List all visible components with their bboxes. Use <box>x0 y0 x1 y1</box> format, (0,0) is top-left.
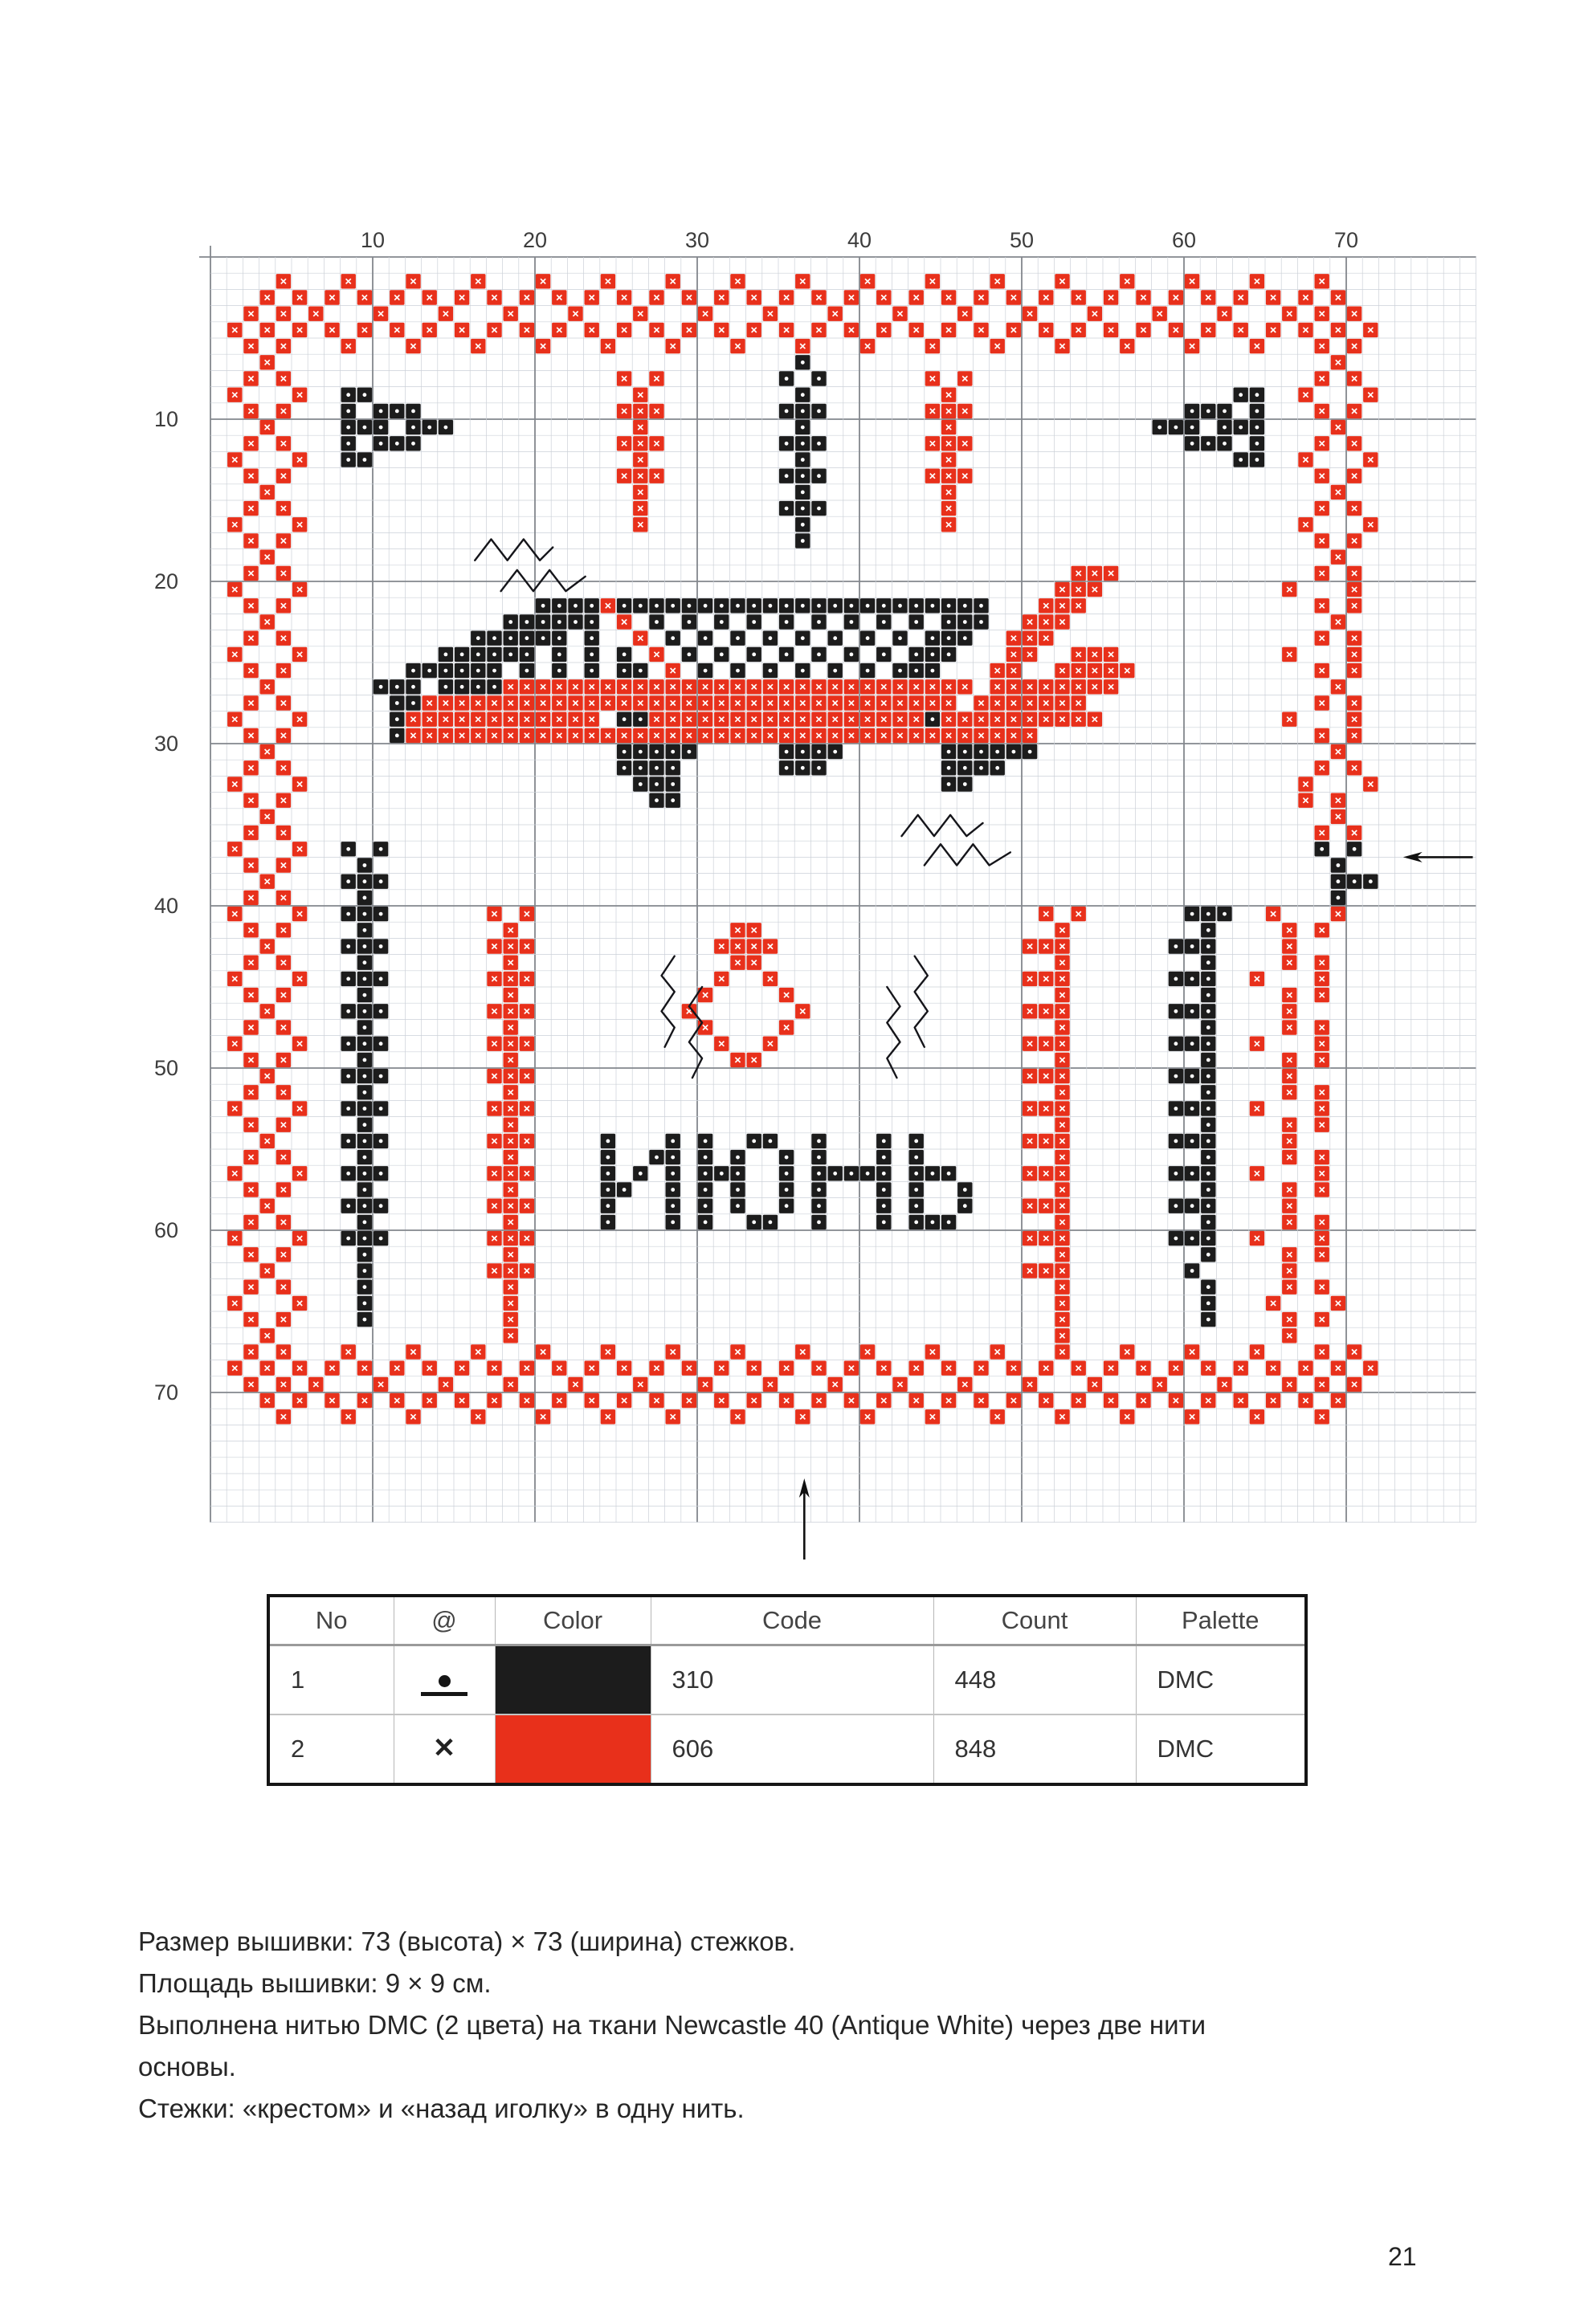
legend-row-310 <box>268 1645 1306 1715</box>
thread-palette: DMC <box>1136 1714 1306 1784</box>
note-size: Размер вышивки: 73 (высота) × 73 (ширина) стежков. <box>138 1926 796 1956</box>
col-header-color: Color <box>495 1596 651 1645</box>
page-number: 21 <box>1388 2242 1417 2271</box>
axis-tick-top-50: 50 <box>1009 228 1035 252</box>
axis-tick-top-20: 20 <box>522 228 548 252</box>
stitches <box>227 274 1378 1424</box>
backstitch-dot-symbol-icon <box>394 1645 495 1715</box>
cross-stitch-chart <box>130 201 1584 1598</box>
cross-symbol-icon: ✕ <box>394 1714 495 1784</box>
axis-tick-top-70: 70 <box>1333 228 1359 252</box>
axis-tick-left-20: 20 <box>153 569 178 593</box>
note-fabric-1: Выполнена нитью DMC (2 цвета) на ткани Newcastle 40 (Antique White) через две нити <box>138 2010 1206 2040</box>
axis-tick-left-40: 40 <box>153 894 178 918</box>
col-header-symbol: @ <box>394 1596 495 1645</box>
axis-tick-top-30: 30 <box>684 228 710 252</box>
axis-tick-top-60: 60 <box>1171 228 1197 252</box>
col-header-count: Count <box>933 1596 1136 1645</box>
stitch-count: 448 <box>933 1645 1136 1715</box>
thread-code: 310 <box>651 1645 933 1715</box>
col-header-code: Code <box>651 1596 933 1645</box>
thread-code: 606 <box>651 1714 933 1784</box>
thread-legend-table <box>267 1594 1308 1786</box>
thread-number: 1 <box>268 1645 394 1715</box>
center-arrows <box>799 852 1473 1560</box>
pattern-notes <box>138 1921 1472 2130</box>
axis-tick-left-10: 10 <box>153 407 178 431</box>
col-header-palette: Palette <box>1136 1596 1306 1645</box>
legend-header-row <box>268 1596 1306 1645</box>
note-fabric-2: основы. <box>138 2052 236 2081</box>
axis-tick-top-40: 40 <box>847 228 872 252</box>
color-swatch-black <box>495 1645 651 1715</box>
axis-tick-left-60: 60 <box>153 1218 178 1242</box>
axis-tick-left-50: 50 <box>153 1056 178 1080</box>
thread-palette: DMC <box>1136 1645 1306 1715</box>
legend-row-606 <box>268 1714 1306 1784</box>
color-swatch-red <box>495 1714 651 1784</box>
note-stitches: Стежки: «крестом» и «назад иголку» в одну нить. <box>138 2094 745 2123</box>
axis-tick-top-10: 10 <box>360 228 386 252</box>
thread-number: 2 <box>268 1714 394 1784</box>
col-header-no: No <box>268 1596 394 1645</box>
stitch-count: 848 <box>933 1714 1136 1784</box>
note-area: Площадь вышивки: 9 × 9 см. <box>138 1968 492 1998</box>
axis-tick-left-30: 30 <box>153 732 178 756</box>
chart-grid-svg <box>130 201 1584 1598</box>
axis-tick-left-70: 70 <box>153 1380 178 1405</box>
